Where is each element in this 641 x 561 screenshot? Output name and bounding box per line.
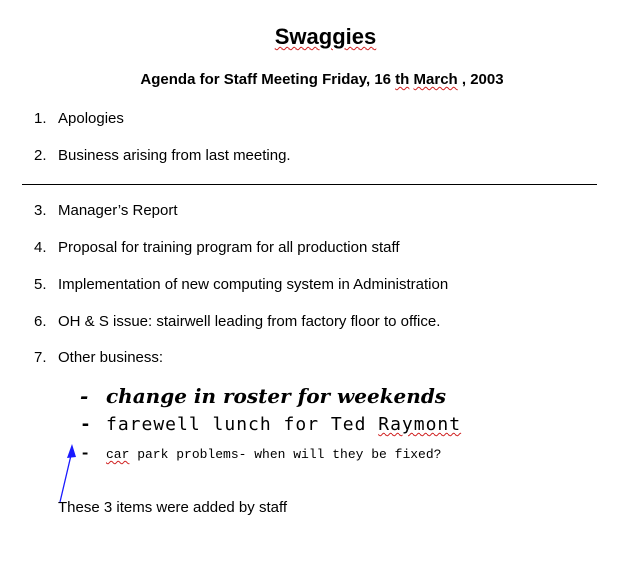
document-title-text: Swaggies xyxy=(274,24,377,49)
subtitle-year: , 2003 xyxy=(457,71,504,88)
agenda-item-number: 5. xyxy=(34,276,47,293)
agenda-item-text: Implementation of new computing system in Administration xyxy=(58,276,449,293)
agenda-item-text: Other business: xyxy=(58,349,164,366)
agenda-item-text: Manager’s Report xyxy=(58,202,178,219)
added-item-dash: - xyxy=(80,414,92,435)
annotation-note: These 3 items were added by staff xyxy=(58,499,288,516)
agenda-item-number: 6. xyxy=(34,313,47,330)
agenda-item-text: OH & S issue: stairwell leading from factory floor to office. xyxy=(58,313,441,330)
agenda-item-text: Business arising from last meeting. xyxy=(58,147,291,164)
agenda-item-number: 1. xyxy=(34,110,47,127)
agenda-item-number: 7. xyxy=(34,349,47,366)
subtitle-month: March xyxy=(413,71,458,88)
added-item-dash: - xyxy=(80,445,91,464)
subtitle-text-start: Agenda for Staff Meeting Friday, 16 xyxy=(140,71,396,88)
arrow-head-icon xyxy=(67,444,76,458)
subtitle-th: th xyxy=(395,71,410,88)
agenda-item-text: Apologies xyxy=(58,110,124,127)
agenda-item-number: 3. xyxy=(34,202,47,219)
added-item-flagged-word: Raymont xyxy=(378,414,462,435)
agenda-item-text: Proposal for training program for all production staff xyxy=(58,239,400,256)
agenda-item-number: 4. xyxy=(34,239,47,256)
agenda-item-number: 2. xyxy=(34,147,47,164)
arrow-shaft xyxy=(60,451,72,502)
added-item-text: change in roster for weekends xyxy=(106,384,447,408)
added-item-text: park problems- when will they be fixed? xyxy=(129,447,442,462)
added-item-dash: - xyxy=(80,384,89,408)
added-item-text: farewell lunch for Ted xyxy=(106,414,379,435)
added-item-flagged-word: car xyxy=(106,447,130,462)
